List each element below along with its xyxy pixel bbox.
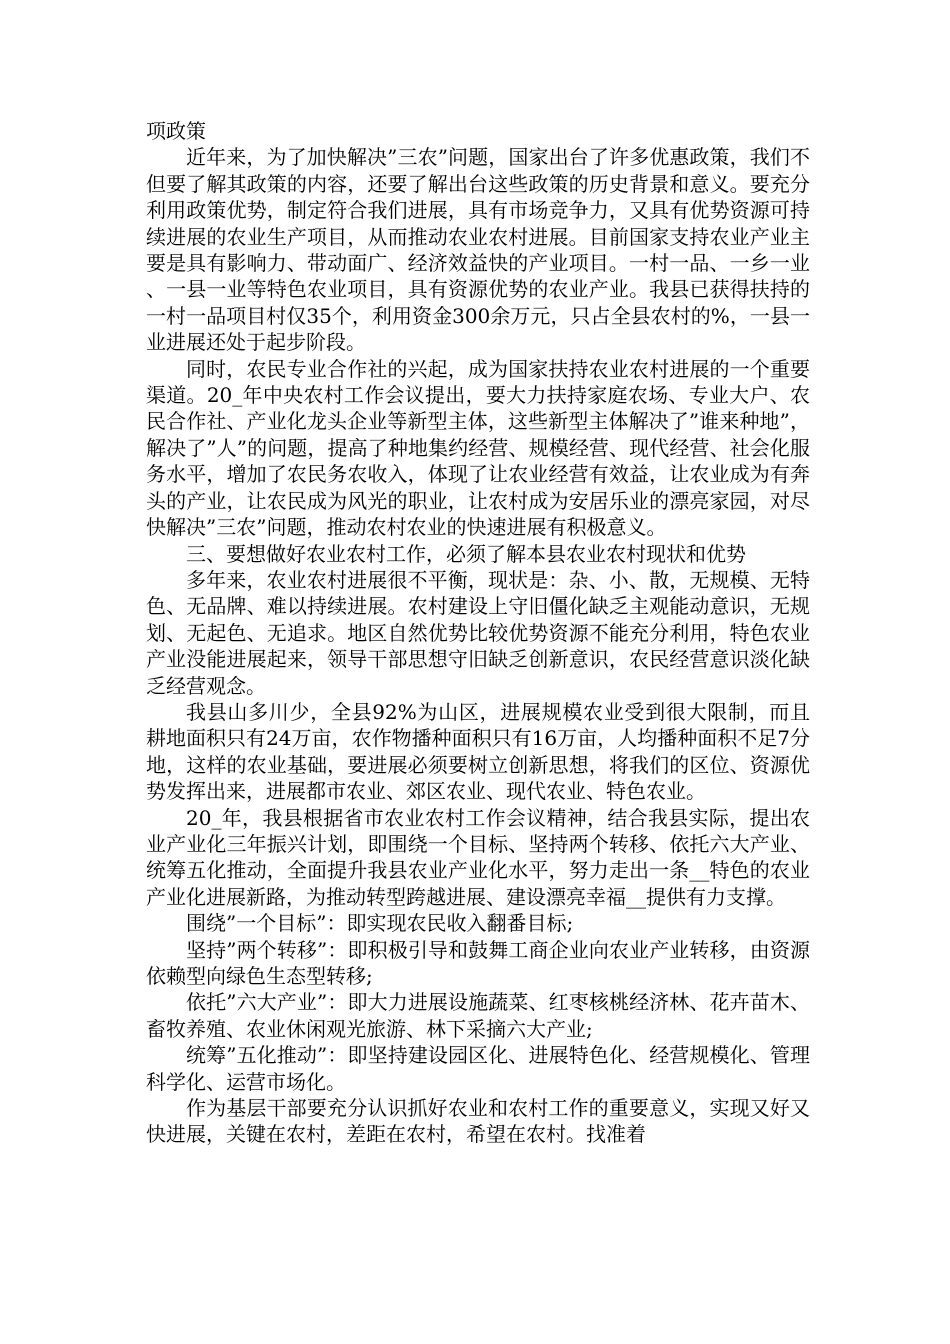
paragraph-three-year-plan: 20_年，我县根据省市农业农村工作会议精神，结合我县实际，提出农业产业化三年振兴计划，即围绕一个目标、坚持两个转移、依托六大产业、统筹五化推动，全面提升我县农业产业化水平，努力走出一条__特色的农业产业化进展新路，为推动转型跨越进展、建设漂亮幸福__提供有力支撑。 [146,805,810,909]
paragraph-policy-background: 近年来，为了加快解决”三农”问题，国家出台了许多优惠政策，我们不但要了解其政策的内容，还要了解出台这些政策的历史背景和意义。要充分利用政策优势，制定符合我们进展，具有市场竞争力，又具有优势资源可持续进展的农业生产项目，从而推动农业农村进展。目前国家支持农业产业主要是具有影响力、带动面广、经济效益快的产业项目。一村一品、一乡一业、一县一业等特色农业项目，具有资源优势的农业产业。我县已获得扶持的一村一品项目村仅35个，利用资金300余万元，只占全县农村的%，一县一业进展还处于起步阶段。 [146,145,810,355]
list-item-one-goal: 围绕”一个目标”：即实现农民收入翻番目标; [186,911,574,936]
document-page [146,118,810,1148]
list-item-five-promotions: 统筹”五化推动”：即坚持建设园区化、进展特色化、经营规模化、管理科学化、运营市场化。 [146,1043,810,1094]
paragraph-current-situation: 多年来，农业农村进展很不平衡，现状是：杂、小、散，无规模、无特色、无品牌、难以持续进展。农村建设上守旧僵化缺乏主观能动意识，无规划、无起色、无追求。地区自然优势比较优势资源不能充分利用，特色农业产业没能进展起来，领导干部思想守旧缺乏创新意识，农民经营意识淡化缺乏经营观念。 [146,567,810,698]
list-item-six-industries: 依托”六大产业”：即大力进展设施蔬菜、红枣核桃经济林、花卉苗木、畜牧养殖、农业休闲观光旅游、林下采摘六大产业; [146,990,810,1041]
paragraph-cadre-role: 作为基层干部要充分认识抓好农业和农村工作的重要意义，实现又好又快进展，关键在农村，差距在农村，希望在农村。找准着 [146,1096,810,1147]
section-heading-current-situation: 三、要想做好农业农村工作，必须了解本县农业农村现状和优势 [186,541,746,566]
paragraph-county-conditions: 我县山多川少，全县92%为山区，进展规模农业受到很大限制，而且耕地面积只有24万亩，农作物播种面积只有16万亩，人均播种面积不足7分地，这样的农业基础，要进展必须要树立创新思想，将我们的区位、资源优势发挥出来，进展都市农业、郊区农业、现代农业、特色农业。 [146,699,810,804]
paragraph-cooperatives: 同时，农民专业合作社的兴起，成为国家扶持农业农村进展的一个重要渠道。20_年中央农村工作会议提出，要大力扶持家庭农场、专业大户、农民合作社、产业化龙头企业等新型主体，这些新型主体解决了”谁来种地”，解决了”人”的问题，提高了种地集约经营、规模经营、现代经营、社会化服务水平，增加了农民务农收入，体现了让农业经营有效益，让农业成为有奔头的产业，让农民成为风光的职业，让农村成为安居乐业的漂亮家园，对尽快解决”三农”问题，推动农村农业的快速进展有积极意义。 [146,356,810,540]
paragraph-continuation: 项政策 [146,119,206,143]
list-item-two-transfers: 坚持”两个转移”：即积极引导和鼓舞工商企业向农业产业转移，由资源依赖型向绿色生态型转移; [146,937,810,988]
